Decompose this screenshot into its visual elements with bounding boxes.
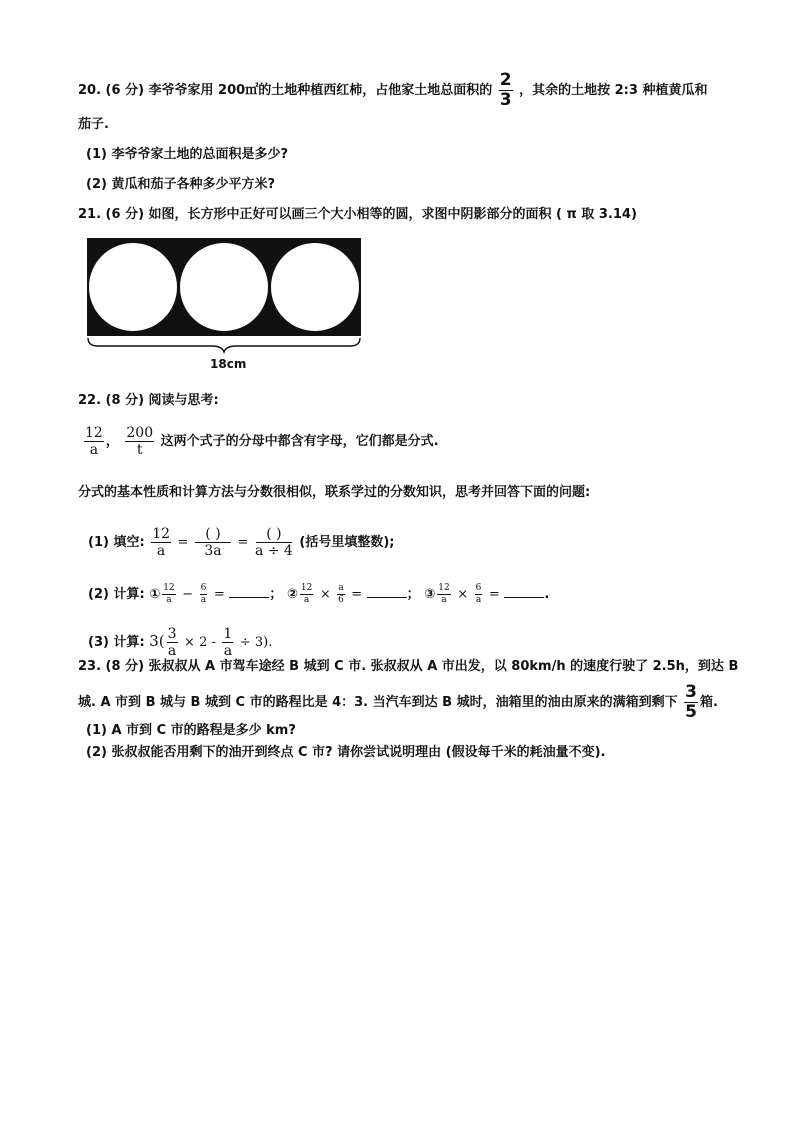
q22-calc3-frac1 xyxy=(167,627,178,658)
q22-fill-num: 12 xyxy=(152,526,171,542)
q22-comma: ， xyxy=(105,434,119,449)
q22-fill-frac1 xyxy=(151,527,171,558)
q22-fill-frac2 xyxy=(195,527,231,558)
q22-fill-eq1: = xyxy=(177,535,189,550)
q22-c2-semi: ； xyxy=(406,587,420,602)
q22-c1-b-den: a xyxy=(200,595,207,605)
q20-frac-num: 2 xyxy=(499,70,512,90)
q22-title: 22. (8 分) 阅读与思考: xyxy=(78,393,219,408)
q22-fill-eq2: = xyxy=(237,535,249,550)
q22-c3-b-num: 6 xyxy=(475,583,482,593)
q22-c1-blank xyxy=(229,587,269,598)
q22-c1-marker: ① xyxy=(149,587,161,602)
q22-c3-a-den: a xyxy=(441,595,447,605)
q22-c3-frac-b xyxy=(475,584,483,605)
q22-calc3-f1-den: a xyxy=(167,643,177,659)
q21-figure xyxy=(82,234,372,374)
q22-fill-label: (1) 填空: xyxy=(88,535,145,550)
q22-c2-b-num: a xyxy=(338,583,344,593)
q23-line2-suffix: 箱. xyxy=(699,695,718,710)
q22-c1-a-num: 12 xyxy=(163,583,175,593)
q22-c2-op: × xyxy=(319,587,331,602)
q20-suffix: ，其余的土地按 2:3 种植黄瓜和 xyxy=(519,83,708,98)
q22-c3-op: × xyxy=(457,587,469,602)
q23-fraction xyxy=(684,684,698,721)
circle-right xyxy=(271,243,359,331)
q22-c3-b-den: a xyxy=(475,595,482,605)
q22-fill-den: a xyxy=(156,543,166,559)
q20-sub2: (2) 黄瓜和茄子各种多少平方米? xyxy=(86,177,275,192)
q20-line2: 茄子. xyxy=(78,117,109,132)
q22-c3-frac-a xyxy=(437,584,450,605)
q22-calc3-f1-num: 3 xyxy=(167,626,177,642)
q22-c2-a-num: 12 xyxy=(300,583,313,593)
q22-calc-line xyxy=(88,584,549,605)
q22-fraction-12-a xyxy=(84,426,104,457)
q22-f2-num: 200 xyxy=(126,425,154,441)
q22-fill-paren2: ( ) xyxy=(256,527,292,543)
q22-c2-marker: ② xyxy=(286,587,298,602)
q22-intro-line xyxy=(82,426,439,457)
q22-c2-blank xyxy=(367,587,407,598)
q22-calc3-line xyxy=(88,627,272,658)
q23-line1: 23. (8 分) 张叔叔从 A 市驾车途经 B 城到 C 市. 张叔叔从 A 市出发，以 80km/h 的速度行驶了 2.5h，到达 B xyxy=(78,659,739,674)
q23-line2 xyxy=(78,684,718,721)
q22-calc3-frac2 xyxy=(222,627,233,658)
q22-fill-den3: a ÷ 4 xyxy=(254,543,293,559)
q22-calc3-f2-num: 1 xyxy=(223,626,233,642)
q22-fill-paren1: ( ) xyxy=(195,527,231,543)
q22-c2-eq: = xyxy=(351,587,363,602)
q22-fill-frac3 xyxy=(255,527,293,558)
q21-figure-label: 18cm xyxy=(210,357,247,371)
q22-c1-op: − xyxy=(182,587,194,602)
q22-c2-a-den: a xyxy=(303,595,310,605)
q23-frac-den: 5 xyxy=(685,702,697,722)
q21-text: 21. (6 分) 如图，长方形中正好可以画三个大小相等的圆，求图中阴影部分的面积 ( π 取 3.14) xyxy=(78,207,637,222)
q22-fill-line xyxy=(88,527,394,558)
q22-c2-frac-a xyxy=(300,584,313,605)
q22-fill-note: (括号里填整数); xyxy=(299,535,395,550)
q22-calc-label: (2) 计算: xyxy=(88,587,145,602)
q22-c2-b-den: 6 xyxy=(338,595,344,605)
q22-para: 分式的基本性质和计算方法与分数很相似，联系学过的分数知识，思考并回答下面的问题: xyxy=(78,485,591,500)
q23-sub1: (1) A 市到 C 市的路程是多少 km? xyxy=(86,723,296,738)
q22-c1-frac-b xyxy=(200,584,208,605)
q22-calc3-pre: 3( xyxy=(149,632,165,650)
brace xyxy=(88,338,360,352)
q20-line1 xyxy=(78,72,707,109)
circle-left xyxy=(89,243,177,331)
q22-f1-den: a xyxy=(89,442,99,458)
q22-calc3-mid: × 2 - xyxy=(184,635,216,650)
q22-calc3-end: ÷ 3). xyxy=(239,635,273,650)
q20-frac-den: 3 xyxy=(499,90,512,110)
q22-c1-a-den: a xyxy=(166,595,172,605)
q23-sub2: (2) 张叔叔能否用剩下的油开到终点 C 市? 请你尝试说明理由 (假设每千米的耗油量不变). xyxy=(86,745,606,760)
q23-line2-pre: 城. A 市到 B 城与 B 城到 C 市的路程比是 4：3. 当汽车到达 B 城时，油箱里的油由原来的满箱到剩下 xyxy=(78,695,678,710)
q22-intro-text: 这两个式子的分母中都含有字母，它们都是分式. xyxy=(160,434,439,449)
q22-fill-den2: 3a xyxy=(204,543,222,559)
q22-c3-blank xyxy=(504,587,544,598)
q22-c1-eq: = xyxy=(213,587,225,602)
circle-middle xyxy=(180,243,268,331)
q22-calc3-label: (3) 计算: xyxy=(88,635,145,650)
q22-c1-frac-a xyxy=(162,584,175,605)
q22-f2-den: t xyxy=(136,442,143,458)
q22-c1-b-num: 6 xyxy=(200,583,207,593)
q22-c3-a-num: 12 xyxy=(438,583,450,593)
q22-c3-eq: = xyxy=(488,587,500,602)
q20-fraction xyxy=(499,72,513,109)
q22-fraction-200-t xyxy=(125,426,154,457)
q22-c2-frac-b xyxy=(337,584,344,605)
q22-f1-num: 12 xyxy=(85,425,103,441)
q23-frac-num: 3 xyxy=(685,682,697,702)
q22-c1-semi: ； xyxy=(269,587,283,602)
q22-c3-marker: ③ xyxy=(424,587,436,602)
q22-calc3-f2-den: a xyxy=(223,643,233,659)
q22-c3-period: . xyxy=(544,587,550,602)
q20-sub1: (1) 李爷爷家土地的总面积是多少? xyxy=(86,147,288,162)
q20-prefix: 20. (6 分) 李爷爷家用 200㎡的土地种植西红柿，占他家土地总面积的 xyxy=(78,83,493,98)
